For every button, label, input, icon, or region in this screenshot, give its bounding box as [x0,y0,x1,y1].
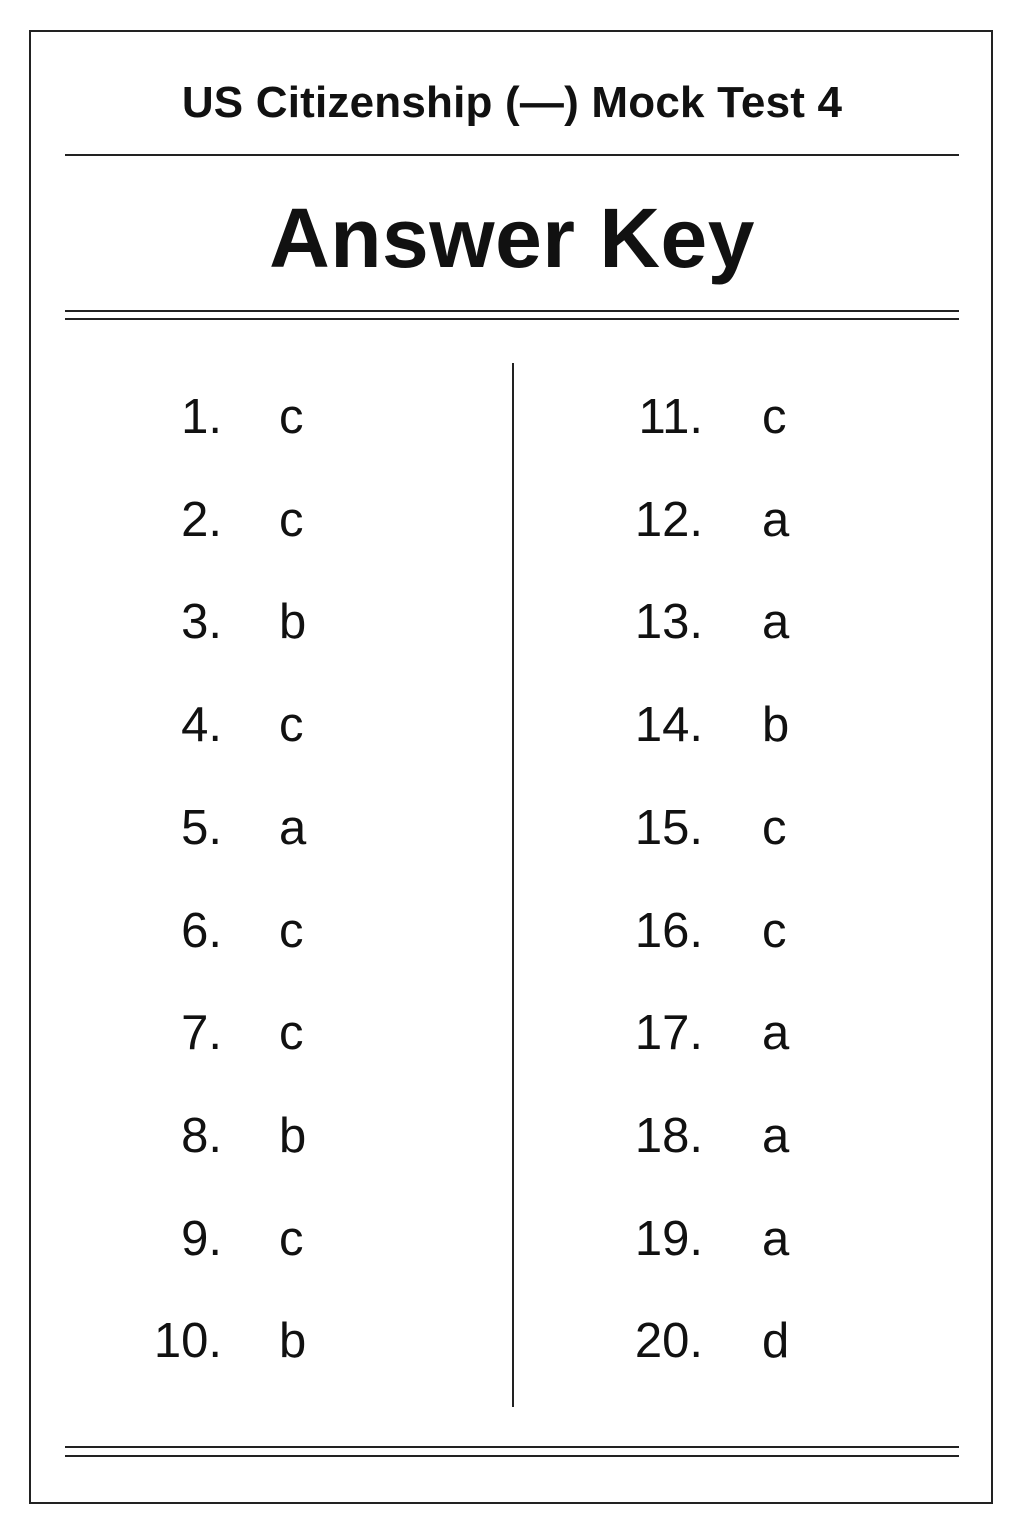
question-number: 9. [181,1212,222,1266]
answer-letter: c [279,1006,304,1060]
footer-double-rule-bottom [65,1455,959,1457]
question-number: 6. [181,904,222,958]
answer-letter: c [762,390,787,444]
question-number: 10. [153,1314,222,1368]
question-number: 12. [634,493,703,547]
question-number: 8. [181,1109,222,1163]
answer-row [0,901,1024,961]
title-double-rule-top [65,310,959,312]
question-number: 2. [181,493,222,547]
answer-letter: a [762,1109,790,1163]
question-number: 4. [181,698,222,752]
answer-letter: d [762,1314,790,1368]
answer-row [0,387,1024,447]
header-rule [65,154,959,156]
question-number: 13. [634,595,703,649]
answer-letter: b [762,698,790,752]
question-number: 14. [634,698,703,752]
question-number: 7. [181,1006,222,1060]
answer-letter: c [279,1212,304,1266]
answer-letter: c [762,904,787,958]
answer-letter: b [279,595,307,649]
answer-letter: a [762,1006,790,1060]
question-number: 16. [634,904,703,958]
answer-row [0,695,1024,755]
answer-row [0,1311,1024,1371]
question-number: 3. [181,595,222,649]
question-number: 17. [634,1006,703,1060]
answer-letter: a [762,595,790,649]
answer-row [0,592,1024,652]
answer-letter: c [279,698,304,752]
question-number: 11. [638,390,703,444]
answer-letter: a [279,801,307,855]
answer-letter: a [762,1212,790,1266]
answer-letter: c [279,493,304,547]
answer-row [0,1106,1024,1166]
question-number: 5. [181,801,222,855]
question-number: 19. [634,1212,703,1266]
title-double-rule-bottom [65,318,959,320]
footer-double-rule-top [65,1446,959,1448]
answer-letter: b [279,1314,307,1368]
answer-row [0,798,1024,858]
answer-row [0,1003,1024,1063]
answer-letter: b [279,1109,307,1163]
answer-row [0,1209,1024,1269]
answer-letter: c [279,904,304,958]
question-number: 18. [634,1109,703,1163]
question-number: 1. [181,390,222,444]
answer-letter: a [762,493,790,547]
test-subtitle: US Citizenship (—) Mock Test 4 [181,78,843,127]
answer-row [0,490,1024,550]
page-title: Answer Key [269,191,755,285]
question-number: 20. [634,1314,703,1368]
answer-letter: c [279,390,304,444]
answer-letter: c [762,801,787,855]
question-number: 15. [634,801,703,855]
